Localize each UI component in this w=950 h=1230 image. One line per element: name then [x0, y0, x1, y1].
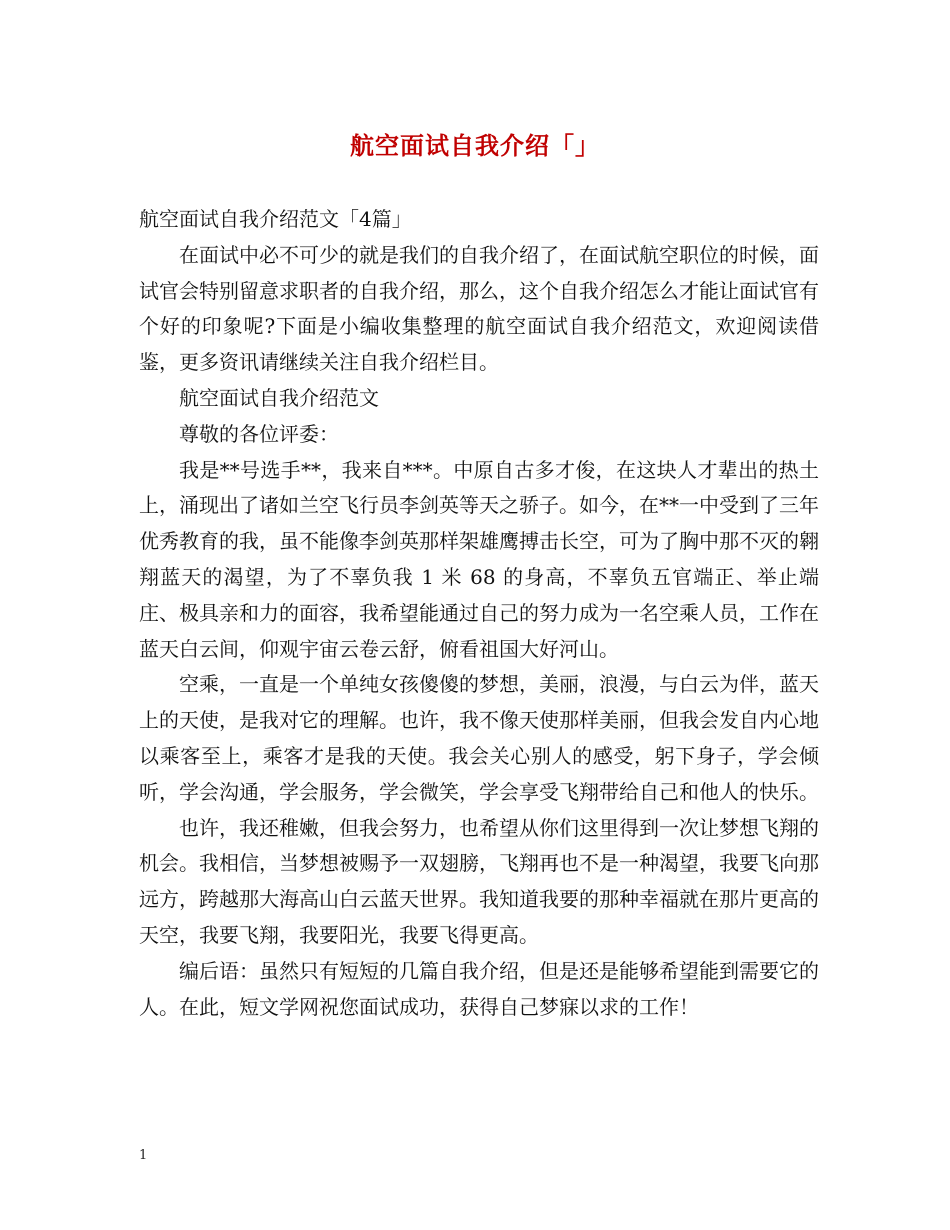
document-body	[139, 202, 819, 1025]
editor-note-paragraph: 编后语：虽然只有短短的几篇自我介绍，但是还是能够希望能到需要它的人。在此，短文学网祝您面试成功，获得自己梦寐以求的工作！	[139, 958, 819, 1019]
subtitle-paragraph: 航空面试自我介绍范文「4篇」	[139, 207, 412, 231]
body-paragraph: 也许，我还稚嫩，但我会努力，也希望从你们这里得到一次让梦想飞翔的机会。我相信，当梦想被赐予一双翅膀，飞翔再也不是一种渴望，我要飞向那远方，跨越那大海高山白云蓝天世界。我知道我要的那种幸福就在那片更高的天空，我要飞翔，我要阳光，我要飞得更高。	[139, 815, 819, 947]
body-paragraph: 空乘，一直是一个单纯女孩傻傻的梦想，美丽，浪漫，与白云为伴，蓝天上的天使，是我对它的理解。也许，我不像天使那样美丽，但我会发自内心地以乘客至上，乘客才是我的天使。我会关心别人的感受，躬下身子，学会倾听，学会沟通，学会服务，学会微笑，学会享受飞翔带给自己和他人的快乐。	[139, 672, 819, 804]
page-number: 1	[139, 1148, 148, 1163]
body-paragraph: 我是**号选手**，我来自***。中原自古多才俊，在这块人才辈出的热土上，涌现出了诸如兰空飞行员李剑英等天之骄子。如今，在**一中受到了三年优秀教育的我，虽不能像李剑英那样架雄鹰搏击长空，可为了胸中那不灭的翱翔蓝天的渴望，为了不辜负我 1 米 68 的身高，不辜负五官端正、举止端庄、极具亲和力的面容，我希望能通过自己的努力成为一名空乘人员，工作在蓝天白云间，仰观宇宙云卷云舒，俯看祖国大好河山。	[139, 457, 819, 661]
section-heading: 航空面试自我介绍范文	[179, 385, 379, 410]
document-title: 航空面试自我介绍「」	[350, 131, 600, 160]
salutation-paragraph: 尊敬的各位评委：	[179, 421, 339, 446]
intro-paragraph: 在面试中必不可少的就是我们的自我介绍了，在面试航空职位的时候，面试官会特别留意求职者的自我介绍，那么，这个自我介绍怎么才能让面试官有个好的印象呢?下面是小编收集整理的航空面试自我介绍范文，欢迎阅读借鉴，更多资讯请继续关注自我介绍栏目。	[139, 242, 819, 375]
